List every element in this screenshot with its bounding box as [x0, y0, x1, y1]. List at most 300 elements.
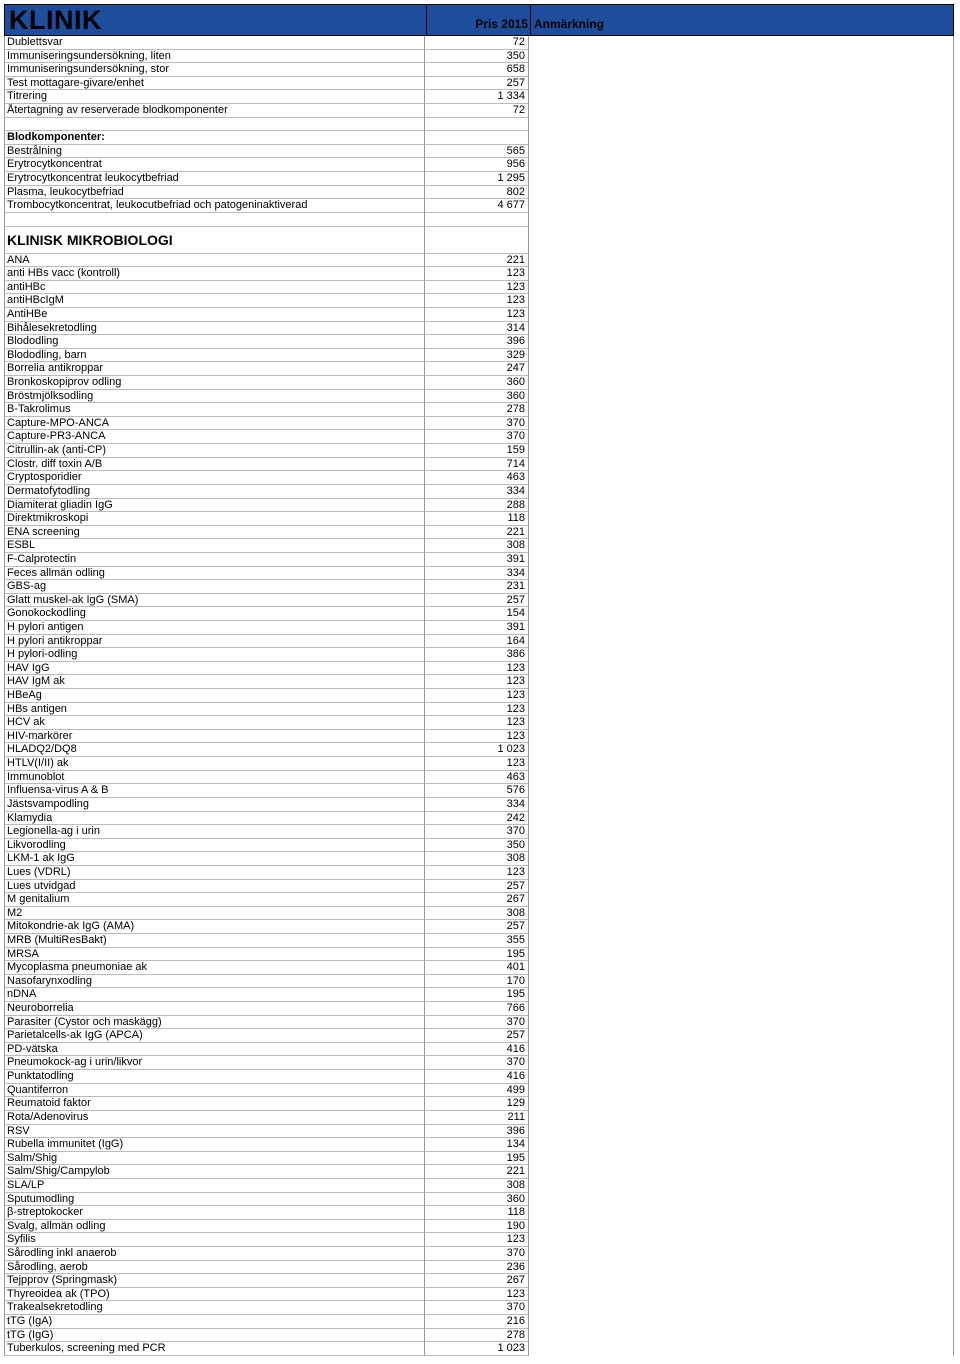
table-row: [4, 50, 954, 64]
item-name: Lues (VDRL): [4, 866, 425, 880]
item-note: [529, 1261, 954, 1275]
sheet-title: KLINIK: [9, 5, 102, 35]
item-name: Citrullin-ak (anti-CP): [4, 444, 425, 458]
item-name: AntiHBe: [4, 308, 425, 322]
item-note: [529, 1125, 954, 1139]
item-name: Influensa-virus A & B: [4, 784, 425, 798]
table-row: [4, 1084, 954, 1098]
item-name: tTG (IgG): [4, 1329, 425, 1343]
item-price: 360: [425, 1193, 529, 1207]
item-name: Feces allmän odling: [4, 567, 425, 581]
table-row: [4, 539, 954, 553]
table-row: [4, 403, 954, 417]
item-name: HAV IgG: [4, 662, 425, 676]
item-name: ANA: [4, 254, 425, 268]
table-row: [4, 1233, 954, 1247]
item-note: [529, 90, 954, 104]
item-name: M genitalium: [4, 893, 425, 907]
table-row: [4, 948, 954, 962]
table-row: [4, 1029, 954, 1043]
item-price: 386: [425, 648, 529, 662]
table-row: [4, 430, 954, 444]
item-name: B-Takrolimus: [4, 403, 425, 417]
item-price: 416: [425, 1043, 529, 1057]
blank-row: [4, 118, 954, 132]
table-row: [4, 199, 954, 213]
item-price: 195: [425, 988, 529, 1002]
item-price: 576: [425, 784, 529, 798]
item-name: MRSA: [4, 948, 425, 962]
item-price: 247: [425, 362, 529, 376]
item-note: [529, 920, 954, 934]
item-price: 123: [425, 662, 529, 676]
item-name: Blododling: [4, 335, 425, 349]
item-note: [529, 1288, 954, 1302]
item-note: [529, 812, 954, 826]
item-name: Bestrålning: [4, 145, 425, 159]
item-price: 123: [425, 689, 529, 703]
item-price: 278: [425, 1329, 529, 1343]
table-row: [4, 703, 954, 717]
item-name: HBs antigen: [4, 703, 425, 717]
item-price: 123: [425, 267, 529, 281]
item-price: 334: [425, 485, 529, 499]
item-price: 72: [425, 36, 529, 50]
item-name: β-streptokocker: [4, 1206, 425, 1220]
item-price: 123: [425, 866, 529, 880]
table-row: [4, 757, 954, 771]
item-note: [529, 907, 954, 921]
item-note: [529, 1002, 954, 1016]
table-row: [4, 390, 954, 404]
item-name: Mitokondrie-ak IgG (AMA): [4, 920, 425, 934]
item-name: [4, 213, 425, 227]
table-row: [4, 1056, 954, 1070]
table-row: [4, 880, 954, 894]
item-note: [529, 852, 954, 866]
item-note: [529, 662, 954, 676]
table-row: [4, 1315, 954, 1329]
table-row: [4, 1301, 954, 1315]
item-price: 499: [425, 1084, 529, 1098]
item-note: [529, 1043, 954, 1057]
item-price: [425, 131, 529, 145]
item-name: Blodkomponenter:: [4, 131, 425, 145]
item-name: H pylori antikroppar: [4, 635, 425, 649]
item-name: Erytrocytkoncentrat: [4, 158, 425, 172]
table-row: [4, 1111, 954, 1125]
item-name: Dermatofytodling: [4, 485, 425, 499]
sheet-header: [4, 4, 954, 36]
item-price: 123: [425, 675, 529, 689]
item-price: 257: [425, 77, 529, 91]
item-price: 370: [425, 1056, 529, 1070]
table-row: [4, 975, 954, 989]
item-name: Bröstmjölksodling: [4, 390, 425, 404]
item-name: tTG (IgA): [4, 1315, 425, 1329]
item-note: [529, 308, 954, 322]
item-note: [529, 648, 954, 662]
item-name: Sårodling, aerob: [4, 1261, 425, 1275]
item-price: 221: [425, 1165, 529, 1179]
item-note: [529, 553, 954, 567]
item-note: [529, 703, 954, 717]
item-name: antiHBc: [4, 281, 425, 295]
item-note: [529, 227, 954, 254]
item-note: [529, 1070, 954, 1084]
item-name: Blododling, barn: [4, 349, 425, 363]
item-price: 360: [425, 390, 529, 404]
item-name: Capture-PR3-ANCA: [4, 430, 425, 444]
table-row: [4, 1016, 954, 1030]
item-note: [529, 771, 954, 785]
item-note: [529, 526, 954, 540]
item-price: 123: [425, 1233, 529, 1247]
table-row: [4, 1070, 954, 1084]
table-row: [4, 77, 954, 91]
item-price: 391: [425, 553, 529, 567]
item-note: [529, 675, 954, 689]
note-column-header: Anmärkning: [534, 17, 605, 31]
table-row: [4, 158, 954, 172]
blank-row: [4, 213, 954, 227]
table-row: [4, 662, 954, 676]
item-name: Bihålesekretodling: [4, 322, 425, 336]
item-note: [529, 131, 954, 145]
item-price: 463: [425, 771, 529, 785]
table-row: [4, 104, 954, 118]
item-note: [529, 36, 954, 50]
item-note: [529, 199, 954, 213]
item-name: Tejpprov (Springmask): [4, 1274, 425, 1288]
item-price: 396: [425, 335, 529, 349]
item-note: [529, 607, 954, 621]
item-note: [529, 784, 954, 798]
item-price: [425, 227, 529, 254]
table-row: [4, 526, 954, 540]
item-note: [529, 580, 954, 594]
item-name: Sårodling inkl anaerob: [4, 1247, 425, 1261]
item-price: 802: [425, 186, 529, 200]
item-price: 370: [425, 1301, 529, 1315]
item-name: H pylori antigen: [4, 621, 425, 635]
item-note: [529, 934, 954, 948]
item-price: 308: [425, 907, 529, 921]
item-note: [529, 1029, 954, 1043]
table-row: [4, 1288, 954, 1302]
item-price: 658: [425, 63, 529, 77]
table-row: [4, 63, 954, 77]
item-note: [529, 158, 954, 172]
item-note: [529, 621, 954, 635]
table-row: [4, 1138, 954, 1152]
table-row: [4, 308, 954, 322]
item-price: 1 334: [425, 90, 529, 104]
item-note: [529, 975, 954, 989]
table-row: [4, 621, 954, 635]
table-row: [4, 172, 954, 186]
item-name: Immunoblot: [4, 771, 425, 785]
table-row: [4, 294, 954, 308]
item-price: 216: [425, 1315, 529, 1329]
item-price: 370: [425, 417, 529, 431]
item-name: Test mottagare-givare/enhet: [4, 77, 425, 91]
item-name: HTLV(I/II) ak: [4, 757, 425, 771]
item-note: [529, 716, 954, 730]
item-note: [529, 444, 954, 458]
table-row: [4, 1043, 954, 1057]
item-note: [529, 988, 954, 1002]
table-row: [4, 322, 954, 336]
item-note: [529, 1274, 954, 1288]
item-price: 370: [425, 1016, 529, 1030]
table-row: [4, 1274, 954, 1288]
item-note: [529, 866, 954, 880]
item-price: 401: [425, 961, 529, 975]
item-price: 350: [425, 839, 529, 853]
table-row: [4, 852, 954, 866]
item-name: Rubella immunitet (IgG): [4, 1138, 425, 1152]
item-price: 164: [425, 635, 529, 649]
item-name: Parasiter (Cystor och maskägg): [4, 1016, 425, 1030]
item-note: [529, 118, 954, 132]
table-row: [4, 812, 954, 826]
table-row: [4, 648, 954, 662]
item-price: 1 023: [425, 743, 529, 757]
item-price: 159: [425, 444, 529, 458]
item-note: [529, 1220, 954, 1234]
item-name: nDNA: [4, 988, 425, 1002]
table-row: [4, 1165, 954, 1179]
item-price: 242: [425, 812, 529, 826]
item-price: 334: [425, 798, 529, 812]
item-note: [529, 825, 954, 839]
price-table: [4, 36, 954, 1356]
item-price: 714: [425, 458, 529, 472]
item-price: 118: [425, 512, 529, 526]
table-row: [4, 254, 954, 268]
item-name: Diamiterat gliadin IgG: [4, 499, 425, 513]
item-price: 190: [425, 1220, 529, 1234]
table-row: [4, 607, 954, 621]
item-note: [529, 213, 954, 227]
item-price: 170: [425, 975, 529, 989]
table-row: [4, 934, 954, 948]
item-name: Cryptosporidier: [4, 471, 425, 485]
item-name: Återtagning av reserverade blodkomponenter: [4, 104, 425, 118]
item-price: 154: [425, 607, 529, 621]
item-price: 416: [425, 1070, 529, 1084]
item-note: [529, 376, 954, 390]
item-price: 221: [425, 526, 529, 540]
table-row: [4, 893, 954, 907]
item-price: [425, 213, 529, 227]
table-row: [4, 594, 954, 608]
item-price: 123: [425, 703, 529, 717]
item-price: 267: [425, 1274, 529, 1288]
item-price: 123: [425, 757, 529, 771]
item-price: 288: [425, 499, 529, 513]
table-row: [4, 1329, 954, 1343]
item-note: [529, 63, 954, 77]
table-row: [4, 771, 954, 785]
item-name: Neuroborrelia: [4, 1002, 425, 1016]
item-name: Parietalcells-ak IgG (APCA): [4, 1029, 425, 1043]
table-row: [4, 567, 954, 581]
item-name: ESBL: [4, 539, 425, 553]
table-row: [4, 1247, 954, 1261]
table-row: [4, 362, 954, 376]
item-note: [529, 1165, 954, 1179]
item-note: [529, 880, 954, 894]
item-price: 370: [425, 825, 529, 839]
item-note: [529, 349, 954, 363]
item-name: RSV: [4, 1125, 425, 1139]
item-price: 329: [425, 349, 529, 363]
item-note: [529, 458, 954, 472]
item-name: Pneumokock-ag i urin/likvor: [4, 1056, 425, 1070]
table-row: [4, 36, 954, 50]
item-name: Gonokockodling: [4, 607, 425, 621]
item-note: [529, 1206, 954, 1220]
item-note: [529, 893, 954, 907]
item-note: [529, 322, 954, 336]
item-note: [529, 362, 954, 376]
table-row: [4, 1002, 954, 1016]
table-row: [4, 675, 954, 689]
item-note: [529, 1179, 954, 1193]
item-name: Reumatoid faktor: [4, 1097, 425, 1111]
item-name: HCV ak: [4, 716, 425, 730]
item-price: 123: [425, 308, 529, 322]
item-price: 123: [425, 294, 529, 308]
item-name: Punktatodling: [4, 1070, 425, 1084]
item-name: HLADQ2/DQ8: [4, 743, 425, 757]
item-name: Plasma, leukocytbefriad: [4, 186, 425, 200]
item-note: [529, 1152, 954, 1166]
item-name: M2: [4, 907, 425, 921]
item-price: 257: [425, 880, 529, 894]
item-note: [529, 689, 954, 703]
item-note: [529, 1016, 954, 1030]
item-price: 766: [425, 1002, 529, 1016]
item-note: [529, 1247, 954, 1261]
table-row: [4, 267, 954, 281]
item-price: 1 295: [425, 172, 529, 186]
item-note: [529, 145, 954, 159]
table-row: [4, 512, 954, 526]
item-price: 195: [425, 948, 529, 962]
item-note: [529, 1193, 954, 1207]
table-row: [4, 186, 954, 200]
item-price: 278: [425, 403, 529, 417]
item-price: 308: [425, 539, 529, 553]
table-row: [4, 743, 954, 757]
item-price: 123: [425, 281, 529, 295]
item-name: Thyreoidea ak (TPO): [4, 1288, 425, 1302]
table-row: [4, 458, 954, 472]
item-name: Rota/Adenovirus: [4, 1111, 425, 1125]
item-price: 391: [425, 621, 529, 635]
table-row: [4, 1193, 954, 1207]
item-note: [529, 743, 954, 757]
item-price: 257: [425, 1029, 529, 1043]
item-note: [529, 172, 954, 186]
item-name: Syfilis: [4, 1233, 425, 1247]
item-price: 134: [425, 1138, 529, 1152]
item-name: Quantiferron: [4, 1084, 425, 1098]
table-row: [4, 553, 954, 567]
table-row: [4, 839, 954, 853]
item-price: 308: [425, 852, 529, 866]
item-name: Nasofarynxodling: [4, 975, 425, 989]
item-name: Dublettsvar: [4, 36, 425, 50]
table-row: [4, 335, 954, 349]
item-name: HAV IgM ak: [4, 675, 425, 689]
item-note: [529, 1233, 954, 1247]
item-note: [529, 50, 954, 64]
price-column-header: Pris 2015: [475, 17, 528, 31]
item-price: 314: [425, 322, 529, 336]
item-price: 129: [425, 1097, 529, 1111]
item-note: [529, 390, 954, 404]
section-heading-row: [4, 227, 954, 254]
item-price: 370: [425, 1247, 529, 1261]
item-note: [529, 267, 954, 281]
table-row: [4, 907, 954, 921]
item-note: [529, 1097, 954, 1111]
item-name: Borrelia antikroppar: [4, 362, 425, 376]
item-price: 211: [425, 1111, 529, 1125]
item-note: [529, 1301, 954, 1315]
item-name: Trombocytkoncentrat, leukocutbefriad och patogeninaktiverad: [4, 199, 425, 213]
item-note: [529, 1084, 954, 1098]
item-price: 118: [425, 1206, 529, 1220]
item-note: [529, 1315, 954, 1329]
item-name: Lues utvidgad: [4, 880, 425, 894]
item-note: [529, 948, 954, 962]
item-price: [425, 118, 529, 132]
table-row: [4, 635, 954, 649]
item-name: anti HBs vacc (kontroll): [4, 267, 425, 281]
table-row: [4, 1097, 954, 1111]
table-row: [4, 444, 954, 458]
item-price: 956: [425, 158, 529, 172]
item-note: [529, 499, 954, 513]
item-price: 195: [425, 1152, 529, 1166]
item-name: Immuniseringsundersökning, stor: [4, 63, 425, 77]
item-name: Tuberkulos, screening med PCR: [4, 1342, 425, 1356]
item-note: [529, 839, 954, 853]
item-note: [529, 471, 954, 485]
item-price: 123: [425, 1288, 529, 1302]
item-name: antiHBcIgM: [4, 294, 425, 308]
item-name: SLA/LP: [4, 1179, 425, 1193]
table-row: [4, 281, 954, 295]
table-row: [4, 1152, 954, 1166]
table-row: [4, 1261, 954, 1275]
item-price: 257: [425, 920, 529, 934]
item-note: [529, 1329, 954, 1343]
item-name: Salm/Shig: [4, 1152, 425, 1166]
item-note: [529, 430, 954, 444]
item-name: MRB (MultiResBakt): [4, 934, 425, 948]
item-name: [4, 118, 425, 132]
item-note: [529, 485, 954, 499]
item-name: Trakealsekretodling: [4, 1301, 425, 1315]
item-name: Svalg, allmän odling: [4, 1220, 425, 1234]
item-name: Klamydia: [4, 812, 425, 826]
